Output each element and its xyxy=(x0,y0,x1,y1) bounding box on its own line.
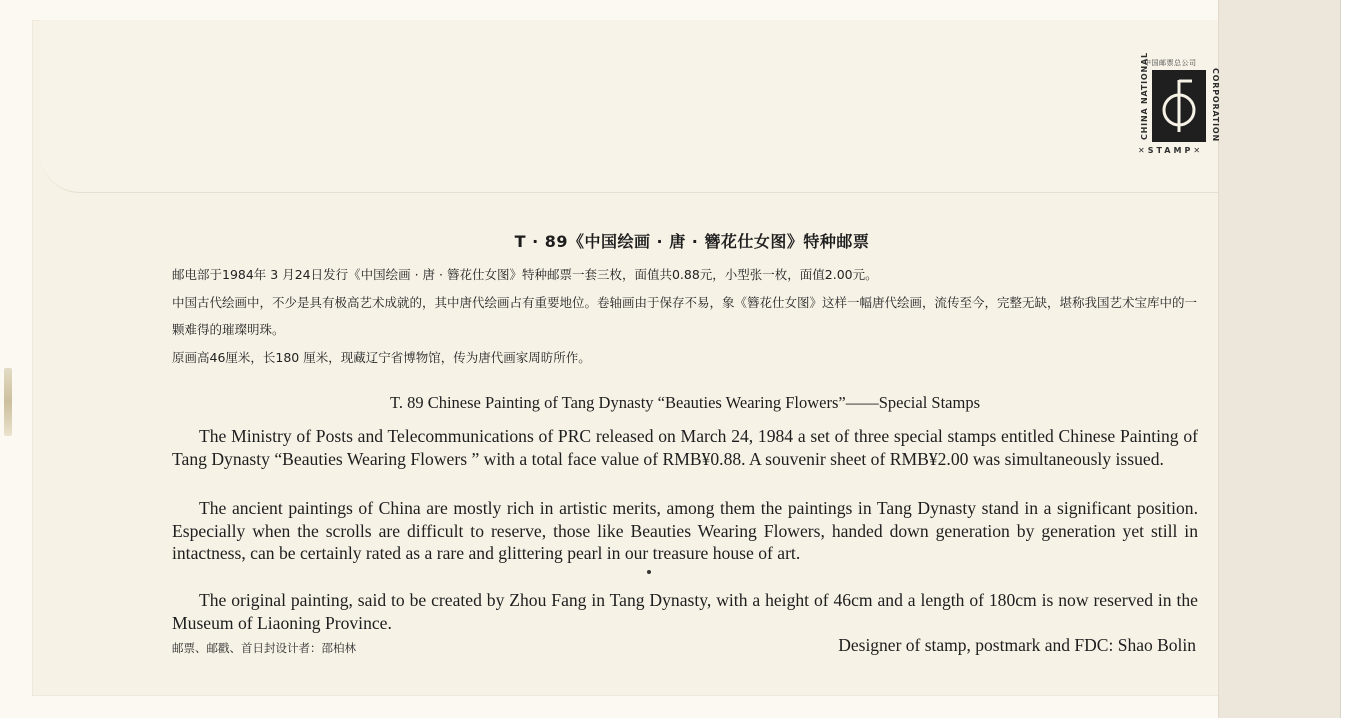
english-paragraph-2: The ancient paintings of China are mostly rich in artistic merits, among them the paintings in Tang Dynasty stand in a significant position. Especially when the scrolls are difficult to reserve, those like Beauties Wearing Flowers, handed down generation by generation yet still in intactness, can be certainly rated as a rare and glittering pearl in our treasure house of art. xyxy=(172,498,1198,564)
logo-bottom-text: ✕STAMP✕ xyxy=(1138,146,1204,155)
china-national-stamp-corporation-logo xyxy=(1138,52,1222,162)
ink-dot xyxy=(647,570,651,574)
chinese-paragraph-2: 中国古代绘画中，不少是具有极高艺术成就的，其中唐代绘画占有重要地位。卷轴画由于保存不易，象《簪花仕女图》这样一幅唐代绘画，流传至今，完整无缺，堪称我国艺术宝库中的一颗难得的璀璨明珠。 xyxy=(172,295,1198,337)
envelope-flap xyxy=(40,20,1290,193)
chinese-paragraph-3: 原画高46厘米，长180 厘米，现藏辽宁省博物馆，传为唐代画家周昉所作。 xyxy=(172,350,591,365)
english-title: T. 89 Chinese Painting of Tang Dynasty “Beauties Wearing Flowers”——Special Stamps xyxy=(389,393,981,412)
chinese-title: T · 89《中国绘画 · 唐 · 簪花仕女图》特种邮票 xyxy=(514,232,870,251)
english-paragraph-1: The Ministry of Posts and Telecommunications of PRC released on March 24, 1984 a set of three special stamps entitled Chinese Painting of Tang Dynasty “Beauties Wearing Flowers ” with a total face value of RMB¥0.88. A souvenir sheet of RMB¥2.00 was simultaneously issued. xyxy=(172,426,1198,469)
envelope-right-strip xyxy=(1218,0,1349,718)
designer-credit-chinese: 邮票、邮戳、首日封设计者：邵柏林 xyxy=(172,641,356,655)
logo-right-text: CORPORATION xyxy=(1211,68,1220,142)
logo-left-text: CHINA NATIONAL xyxy=(1140,52,1149,140)
chinese-paragraph-1: 邮电部于1984年 3 月24日发行《中国绘画 · 唐 · 簪花仕女图》特种邮票一套三枚，面值共0.88元，小型张一枚，面值2.00元。 xyxy=(172,267,878,282)
designer-credit-english: Designer of stamp, postmark and FDC: Shao Bolin xyxy=(838,635,1196,655)
logo-emblem-icon xyxy=(1152,70,1206,142)
logo-emblem xyxy=(1152,70,1206,142)
english-paragraph-3: The original painting, said to be created by Zhou Fang in Tang Dynasty, with a height of 46cm and a length of 180cm is now reserved in the Museum of Liaoning Province. xyxy=(172,590,1198,633)
logo-top-text: 中国邮票总公司 xyxy=(1144,59,1197,67)
page-right-edge xyxy=(1340,0,1366,718)
